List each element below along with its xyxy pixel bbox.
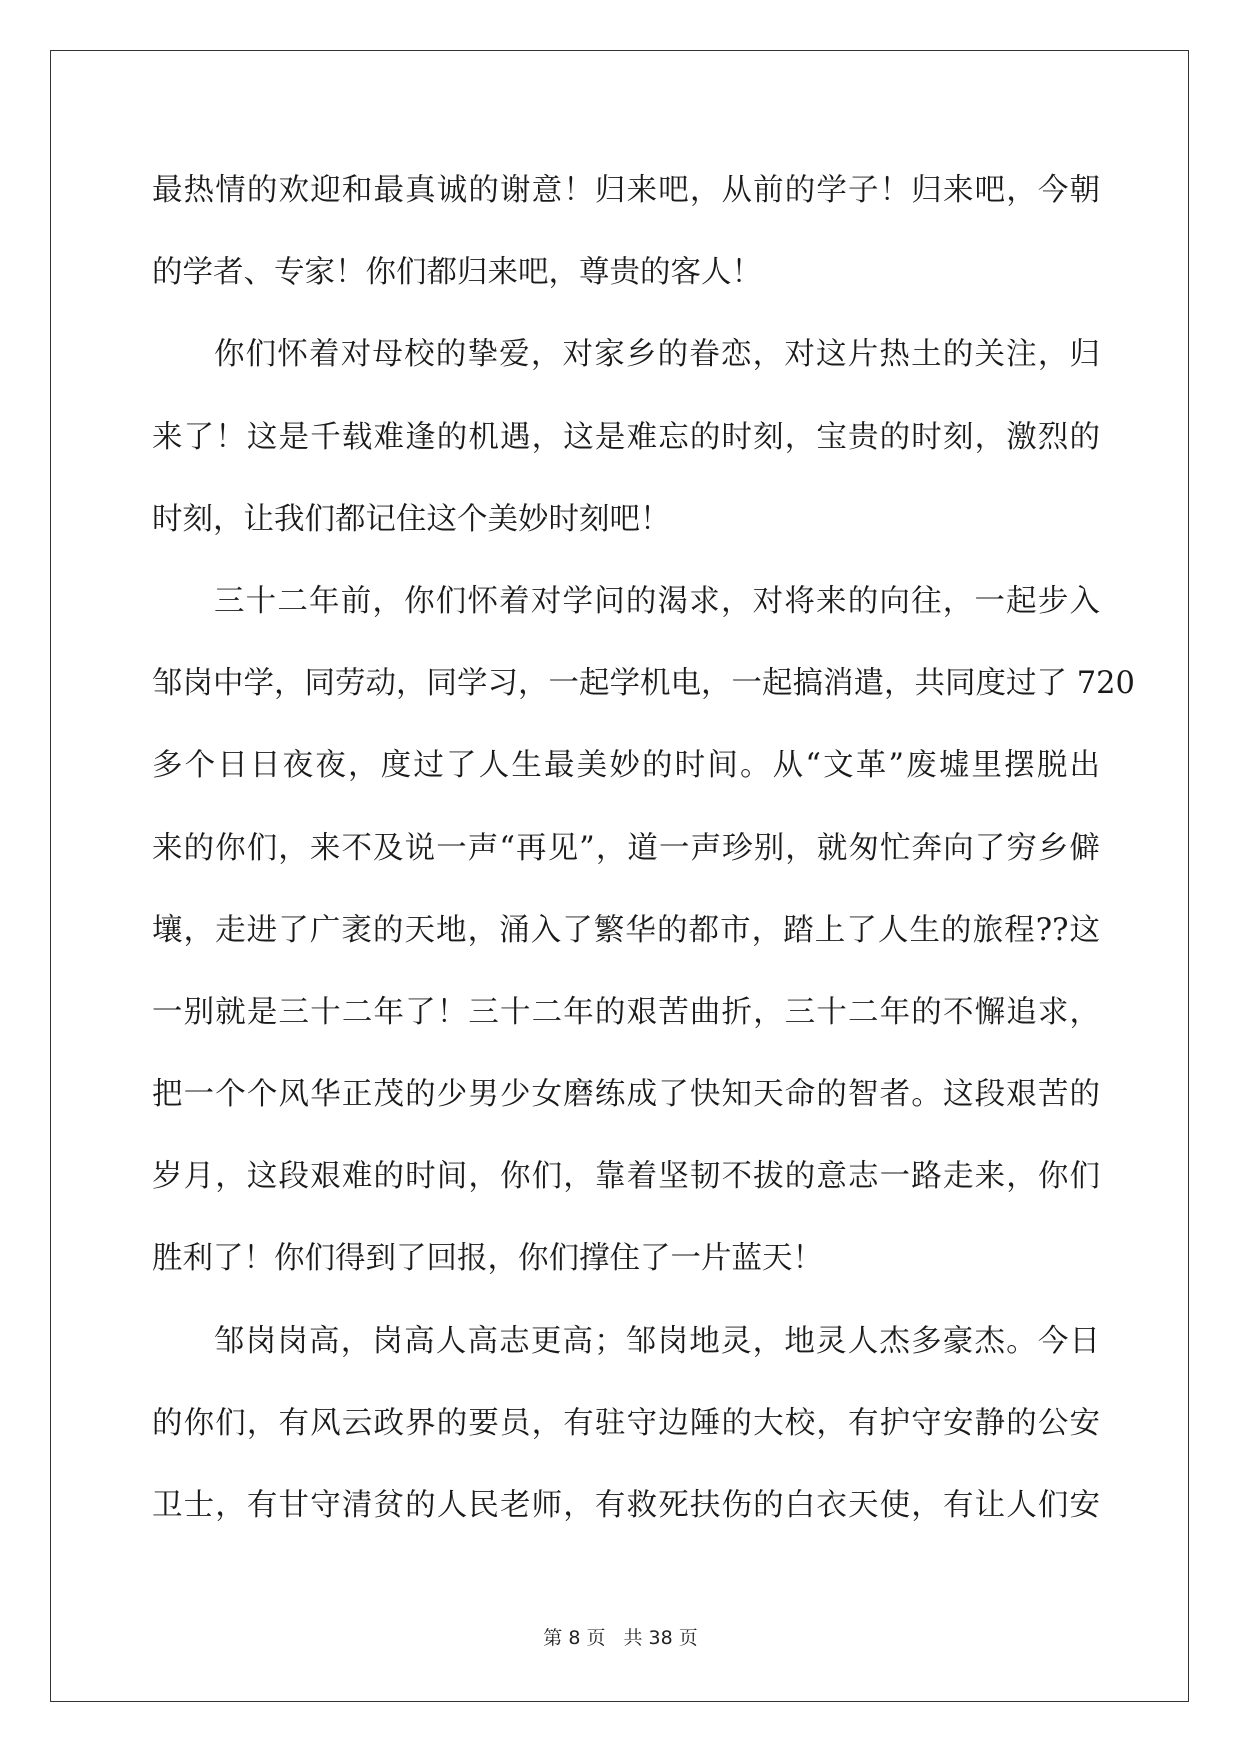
text-line: 把一个个风华正茂的少男少女磨练成了快知天命的智者。这段艰苦的	[152, 1077, 1100, 1113]
text-line: 的你们，有风云政界的要员，有驻守边陲的大校，有护守安静的公安	[152, 1405, 1100, 1441]
text-line: 最热情的欢迎和最真诚的谢意！归来吧，从前的学子！归来吧，今朝	[152, 173, 1100, 208]
document-body	[152, 150, 1135, 1547]
text-line: 胜利了！你们得到了回报，你们撑住了一片蓝天！	[152, 1241, 823, 1277]
paragraph-start-line: 邹岗岗高，岗高人高志更高；邹岗地灵，地灵人杰多豪杰。今日	[214, 1323, 1100, 1359]
text-line: 的学者、专家！你们都归来吧，尊贵的客人！	[152, 255, 762, 291]
text-line: 一别就是三十二年了！三十二年的艰苦曲折，三十二年的不懈追求，	[152, 994, 1100, 1030]
paragraph-start-line: 三十二年前，你们怀着对学问的渴求，对将来的向往，一起步入	[214, 583, 1100, 619]
text-line: 邹岗中学，同劳动，同学习，一起学机电，一起搞消遣，共同度过了 720	[152, 666, 1135, 702]
text-line: 时刻，让我们都记住这个美妙时刻吧！	[152, 501, 671, 537]
text-line: 多个日日夜夜，度过了人生最美妙的时间。从“文革”废墟里摆脱出	[152, 748, 1100, 784]
page-footer	[0, 1623, 1241, 1650]
page-number: 第 8 页	[543, 1627, 606, 1649]
text-line: 壤，走进了广袤的天地，涌入了繁华的都市，踏上了人生的旅程??这	[152, 912, 1100, 948]
text-line: 来的你们，来不及说一声“再见”，道一声珍别，就匆忙奔向了穷乡僻	[152, 830, 1100, 866]
text-line: 卫士，有甘守清贫的人民老师，有救死扶伤的白衣天使，有让人们安	[152, 1488, 1100, 1523]
text-line: 来了！这是千载难逢的机遇，这是难忘的时刻，宝贵的时刻，激烈的	[152, 419, 1100, 455]
paragraph-start-line: 你们怀着对母校的挚爱，对家乡的眷恋，对这片热土的关注，归	[214, 337, 1100, 373]
page-total: 共 38 页	[623, 1627, 698, 1649]
text-line: 岁月，这段艰难的时间，你们，靠着坚韧不拔的意志一路走来，你们	[152, 1159, 1100, 1195]
